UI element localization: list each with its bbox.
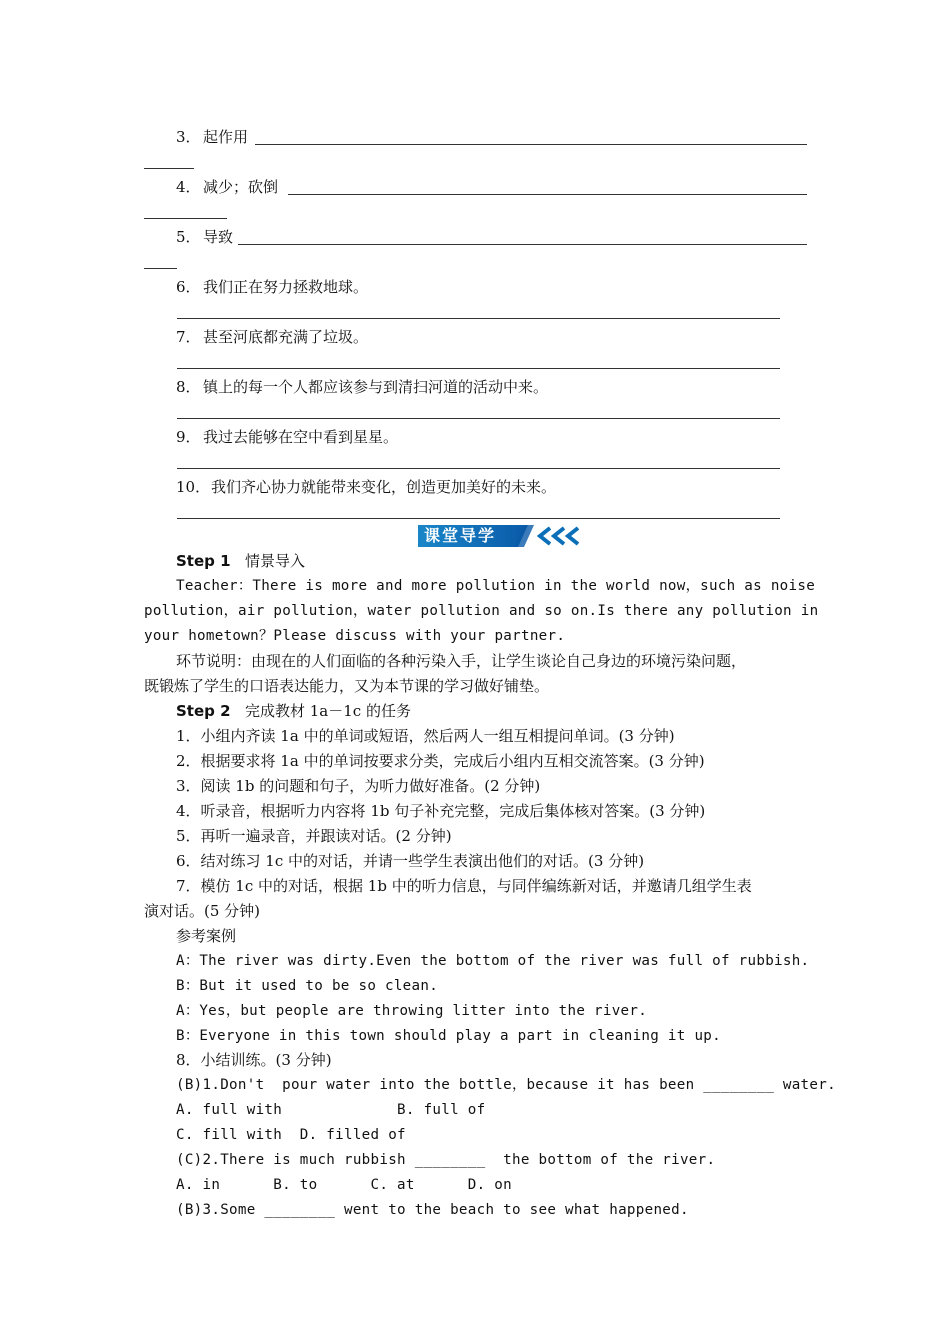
- answer-line[interactable]: [177, 468, 780, 469]
- task-item: 5．再听一遍录音，并跟读对话。(2 分钟): [176, 827, 452, 845]
- banner-label: 课堂导学: [424, 526, 497, 545]
- answer-line[interactable]: [177, 318, 780, 319]
- dialogue-line: B：But it used to be so clean.: [176, 978, 439, 994]
- vocab-prompt: 起作用: [203, 128, 249, 146]
- example-title: 参考案例: [176, 927, 237, 945]
- answer-line[interactable]: [177, 518, 780, 519]
- item-number: 4．: [176, 178, 201, 196]
- teacher-text: pollution，air pollution，water pollution and so on.Is there any pollution in: [144, 603, 819, 619]
- question-line: (C)2.There is much rubbish ________ the bottom of the river.: [176, 1152, 716, 1168]
- task-item: 1．小组内齐读 1a 中的单词或短语，然后两人一组互相提问单词。(3 分钟): [176, 727, 675, 745]
- sentence-prompt: 镇上的每一个人都应该参与到清扫河道的活动中来。: [203, 378, 549, 396]
- item-number: 10．: [176, 478, 211, 496]
- answer-line[interactable]: [238, 244, 807, 245]
- item-number: 5．: [176, 228, 201, 246]
- task-item: 3．阅读 1b 的问题和句子，为听力做好准备。(2 分钟): [176, 777, 541, 795]
- step-note: 环节说明：由现在的人们面临的各种污染入手，让学生谈论自己身边的环境污染问题，: [176, 652, 747, 670]
- item-number: 8．: [176, 378, 201, 396]
- vocab-prompt: 减少；砍倒: [203, 178, 279, 196]
- answer-line-continued[interactable]: [144, 268, 177, 269]
- teacher-text: Teacher：There is more and more pollution in the world now，such as noise: [176, 578, 816, 594]
- question-options: A. in B. to C. at D. on: [176, 1177, 512, 1193]
- summary-title: 8．小结训练。(3 分钟): [176, 1051, 332, 1069]
- question-options: A. full with B. full of: [176, 1102, 486, 1118]
- sentence-prompt: 我们齐心协力就能带来变化，创造更加美好的未来。: [211, 478, 557, 496]
- question-line: (B)1.Don't pour water into the bottle，because it has been ________ water.: [176, 1077, 836, 1093]
- sentence-prompt: 我过去能够在空中看到星星。: [203, 428, 399, 446]
- step-title: 情景导入: [245, 552, 306, 570]
- question-line: (B)3.Some ________ went to the beach to see what happened.: [176, 1202, 689, 1218]
- task-item: 6．结对练习 1c 中的对话，并请一些学生表演出他们的对话。(3 分钟): [176, 852, 645, 870]
- step-note: 既锻炼了学生的口语表达能力，又为本节课的学习做好铺垫。: [144, 677, 550, 695]
- item-number: 7．: [176, 328, 201, 346]
- answer-line-continued[interactable]: [144, 218, 227, 219]
- dialogue-line: A：The river was dirty.Even the bottom of the river was full of rubbish.: [176, 953, 810, 969]
- step-title: 完成教材 1a－1c 的任务: [245, 702, 411, 720]
- answer-line[interactable]: [177, 368, 780, 369]
- item-number: 9．: [176, 428, 201, 446]
- step-label: Step 2: [176, 702, 231, 720]
- vocab-prompt: 导致: [203, 228, 234, 246]
- answer-line[interactable]: [177, 418, 780, 419]
- task-item-continued: 演对话。(5 分钟): [144, 902, 261, 920]
- teacher-text: your hometown？Please discuss with your partner.: [144, 628, 566, 644]
- item-number: 3．: [176, 128, 201, 146]
- task-item: 7．模仿 1c 中的对话，根据 1b 中的听力信息，与同伴编练新对话，并邀请几组学生表: [176, 877, 752, 895]
- answer-line[interactable]: [255, 144, 807, 145]
- task-item: 2．根据要求将 1a 中的单词按要求分类，完成后小组内互相交流答案。(3 分钟): [176, 752, 705, 770]
- task-item: 4．听录音，根据听力内容将 1b 句子补充完整，完成后集体核对答案。(3 分钟): [176, 802, 706, 820]
- step-label: Step 1: [176, 552, 231, 570]
- sentence-prompt: 甚至河底都充满了垃圾。: [203, 328, 369, 346]
- section-banner: [418, 524, 582, 548]
- answer-line-continued[interactable]: [144, 168, 194, 169]
- item-number: 6．: [176, 278, 201, 296]
- answer-line[interactable]: [288, 194, 807, 195]
- dialogue-line: A：Yes，but people are throwing litter into the river.: [176, 1003, 648, 1019]
- sentence-prompt: 我们正在努力拯救地球。: [203, 278, 369, 296]
- question-options: C. fill with D. filled of: [176, 1127, 406, 1143]
- dialogue-line: B：Everyone in this town should play a part in cleaning it up.: [176, 1028, 721, 1044]
